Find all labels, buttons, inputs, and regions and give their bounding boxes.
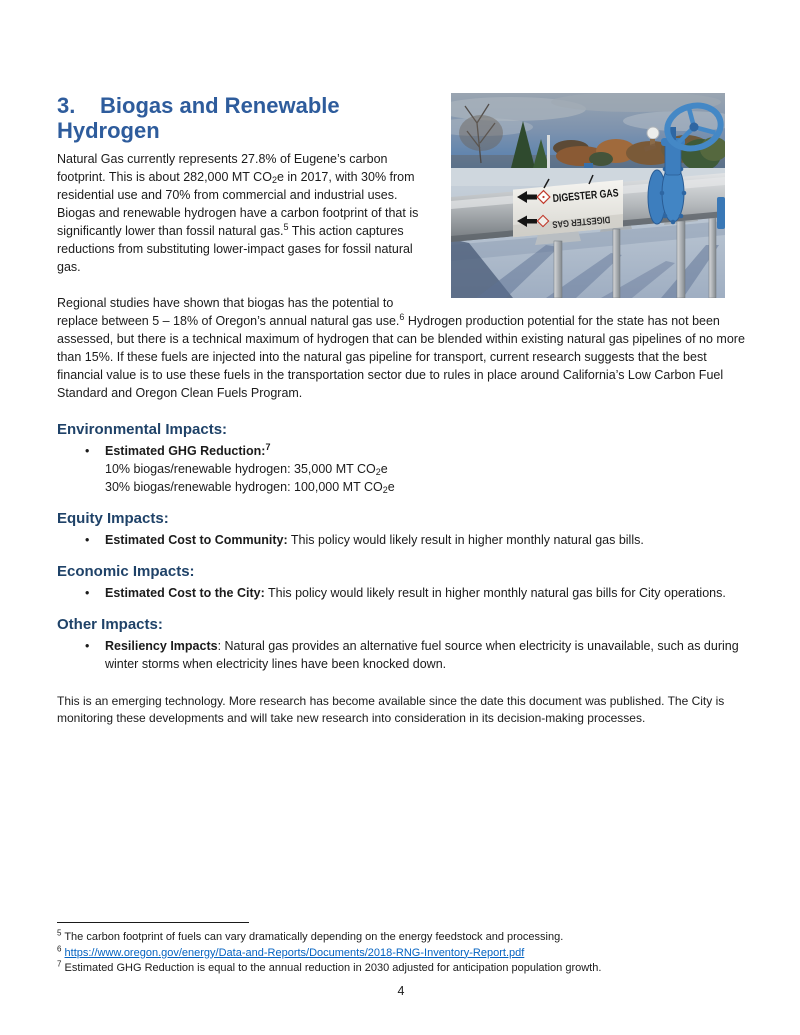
footnote-number: 6 xyxy=(57,943,62,953)
page-number: 4 xyxy=(397,983,405,998)
bullet-resiliency xyxy=(85,637,745,673)
ghg-line-10pct xyxy=(105,460,745,478)
p1-text-b: e in 2017, with 30% from residential use and 70% from commercial and industrial uses. Biogas and renewable hydrogen have a carbon footprint of that is significantly lower than fossil natural gas. xyxy=(57,170,419,238)
bullet-text xyxy=(105,531,644,549)
bullet-bold-text: Estimated Cost to the City: xyxy=(105,586,265,600)
photo-gauge-icon xyxy=(647,127,659,139)
pipeline-photo xyxy=(451,93,725,298)
bullet-dot: • xyxy=(85,444,90,458)
footnote-divider xyxy=(57,922,249,923)
bullet-dot: • xyxy=(85,533,90,547)
heading-economic-impacts: Economic Impacts: xyxy=(57,563,195,580)
heading-other-impacts: Other Impacts: xyxy=(57,616,163,633)
footnote-ref-6: 6 xyxy=(399,311,405,322)
p2-text-a: Regional studies have shown that biogas has the potential to replace between 5 – 18% of Oregon’s annual natural gas use. xyxy=(57,296,400,328)
ghg-10-text: 10% biogas/renewable hydrogen: 35,000 MT CO xyxy=(105,462,376,476)
bullet-body-text: This policy would likely result in higher monthly natural gas bills. xyxy=(287,533,644,547)
footnote-6 xyxy=(57,943,745,962)
bullet-dot: • xyxy=(85,586,90,600)
bullet-text xyxy=(105,637,745,673)
bullet-bold-text: Resiliency Impacts xyxy=(105,639,218,653)
bullet-text xyxy=(105,442,270,460)
pipeline-photo-graphic xyxy=(451,93,725,298)
ghg-values xyxy=(105,460,745,496)
photo-label-text-mirrored: DIGESTER GAS xyxy=(538,213,611,231)
ghg-10-unit: e xyxy=(380,462,388,476)
co2-subscript: 2 xyxy=(375,467,381,477)
bullet-cost-community xyxy=(85,531,745,549)
co2-subscript: 2 xyxy=(271,175,277,185)
footnote-number: 7 xyxy=(57,959,62,969)
footnote-7 xyxy=(57,961,745,977)
heading-equity-impacts: Equity Impacts: xyxy=(57,510,169,527)
footnote-area xyxy=(57,922,745,998)
ghg-30-unit: e xyxy=(387,480,395,494)
footnote-ref-7: 7 xyxy=(265,441,271,452)
footnote-ref-5: 5 xyxy=(283,221,289,232)
p1-text-c: This action captures reductions from substituting lower-impact gases for fossil natural gas. xyxy=(57,224,413,274)
bullet-cost-city xyxy=(85,584,745,602)
ghg-line-30pct xyxy=(105,478,745,496)
footnote-link[interactable]: https://www.oregon.gov/energy/Data-and-Reports/Documents/2018-RNG-Inventory-Report.pdf xyxy=(64,946,525,959)
paragraph-intro-2 xyxy=(57,294,745,402)
footnote-5 xyxy=(57,930,745,946)
footnote-number: 5 xyxy=(57,928,62,938)
bullet-text xyxy=(105,584,726,602)
photo-label-text: DIGESTER GAS xyxy=(552,185,637,205)
footnote-text: Estimated GHG Reduction is equal to the annual reduction in 2030 adjusted for anticipation population growth. xyxy=(64,962,602,974)
co2-subscript: 2 xyxy=(382,485,388,495)
bullet-ghg-reduction xyxy=(85,442,745,460)
closing-note: This is an emerging technology. More research has become available since the date this document was published. The City is monitoring these developments and will take new research into consideration in its decision-making processes. xyxy=(57,694,725,725)
bullet-bold-text: Estimated GHG Reduction: xyxy=(105,444,266,458)
bullet-dot: • xyxy=(85,639,90,653)
bullet-body-text: This policy would likely result in higher monthly natural gas bills for City operations. xyxy=(264,586,726,600)
heading-environmental-impacts: Environmental Impacts: xyxy=(57,421,228,438)
section-number: 3. xyxy=(57,93,76,118)
bullet-body-text: : Natural gas provides an alternative fuel source when electricity is unavailable, such as during winter storms when electricity lines have been knocked down. xyxy=(105,639,739,671)
p1-text-a: Natural Gas currently represents 27.8% of Eugene’s carbon footprint. This is about 282,000 MT CO xyxy=(57,152,388,184)
ghg-30-text: 30% biogas/renewable hydrogen: 100,000 MT CO xyxy=(105,480,383,494)
bullet-bold-text: Estimated Cost to Community: xyxy=(105,533,288,547)
p2-text-b: Hydrogen production potential for the state has not been assessed, but there is a technical maximum of hydrogen that can be blended within existing natural gas pipelines of no more than 15%. If these fuels are injected into the natural gas pipeline for transport, current research suggests that the best financial value is to use these fuels in the transportation sector due to rules in place around California’s Low Carbon Fuel Standard and Oregon Clean Fuels Program. xyxy=(57,314,745,400)
footnote-text: The carbon footprint of fuels can vary dramatically depending on the energy feedstock and processing. xyxy=(64,931,564,943)
section-title-text: Biogas and Renewable Hydrogen xyxy=(57,93,340,143)
